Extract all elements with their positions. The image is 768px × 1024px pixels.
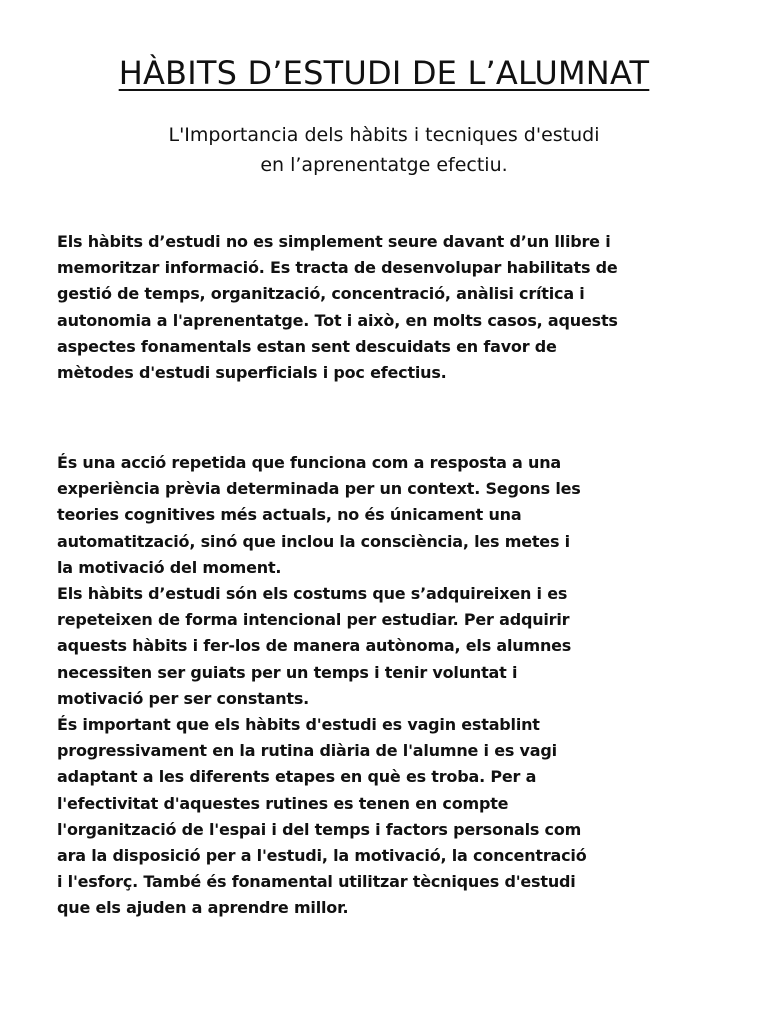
text-line: És important que els hàbits d'estudi es vagin establint (57, 715, 540, 735)
text-line: experiència prèvia determinada per un context. Segons les (57, 479, 581, 499)
text-line: necessiten ser guiats per un temps i tenir voluntat i (57, 662, 518, 682)
text-line: aspectes fonamentals estan sent descuidats en favor de (57, 336, 557, 356)
text-line: motivació per ser constants. (57, 688, 310, 708)
text-line: teories cognitives més actuals, no és únicament una (57, 505, 522, 525)
text-line: adaptant a les diferents etapes en què es troba. Per a (57, 767, 537, 787)
text-line: que els ajuden a aprendre millor. (57, 898, 349, 918)
text-line: És una acció repetida que funciona com a resposta a una (57, 453, 561, 472)
text-line: Els hàbits d’estudi són els costums que s’adquireixen i es (57, 584, 568, 604)
text-line: ara la disposició per a l'estudi, la motivació, la concentració (57, 846, 587, 866)
text-line: aquests hàbits i fer-los de manera autònoma, els alumnes (57, 636, 572, 656)
text-line: autonomia a l'aprenentatge. Tot i això, en molts casos, aquests (57, 310, 618, 330)
text-line: mètodes d'estudi superficials i poc efectius. (57, 363, 447, 383)
document-title-text: HÀBITS D’ESTUDI DE L’ALUMNAT (118, 54, 650, 92)
document-subtitle (0, 120, 768, 180)
text-line: l'efectivitat d'aquestes rutines es tenen en compte (57, 793, 509, 813)
text-line: la motivació del moment. (57, 557, 282, 577)
document-title (0, 50, 768, 96)
text-line: progressivament en la rutina diària de l'alumne i es vagi (57, 741, 557, 761)
text-line: Els hàbits d’estudi no es simplement seure davant d’un llibre i (57, 232, 611, 251)
text-line: automatització, sinó que inclou la consciència, les metes i (57, 531, 570, 551)
text-line: memoritzar informació. Es tracta de desenvolupar habilitats de (57, 258, 618, 278)
text-line: repeteixen de forma intencional per estudiar. Per adquirir (57, 610, 570, 630)
paragraph-intro (57, 229, 737, 386)
subtitle-line: en l’aprenentatge efectiu. (260, 154, 508, 176)
text-line: gestió de temps, organització, concentració, anàlisi crítica i (57, 284, 585, 304)
paragraph-main (57, 450, 737, 922)
subtitle-line: L'Importancia dels hàbits i tecniques d'estudi (168, 124, 600, 146)
text-line: l'organització de l'espai i del temps i factors personals com (57, 819, 582, 839)
text-line: i l'esforç. També és fonamental utilitzar tècniques d'estudi (57, 872, 576, 892)
